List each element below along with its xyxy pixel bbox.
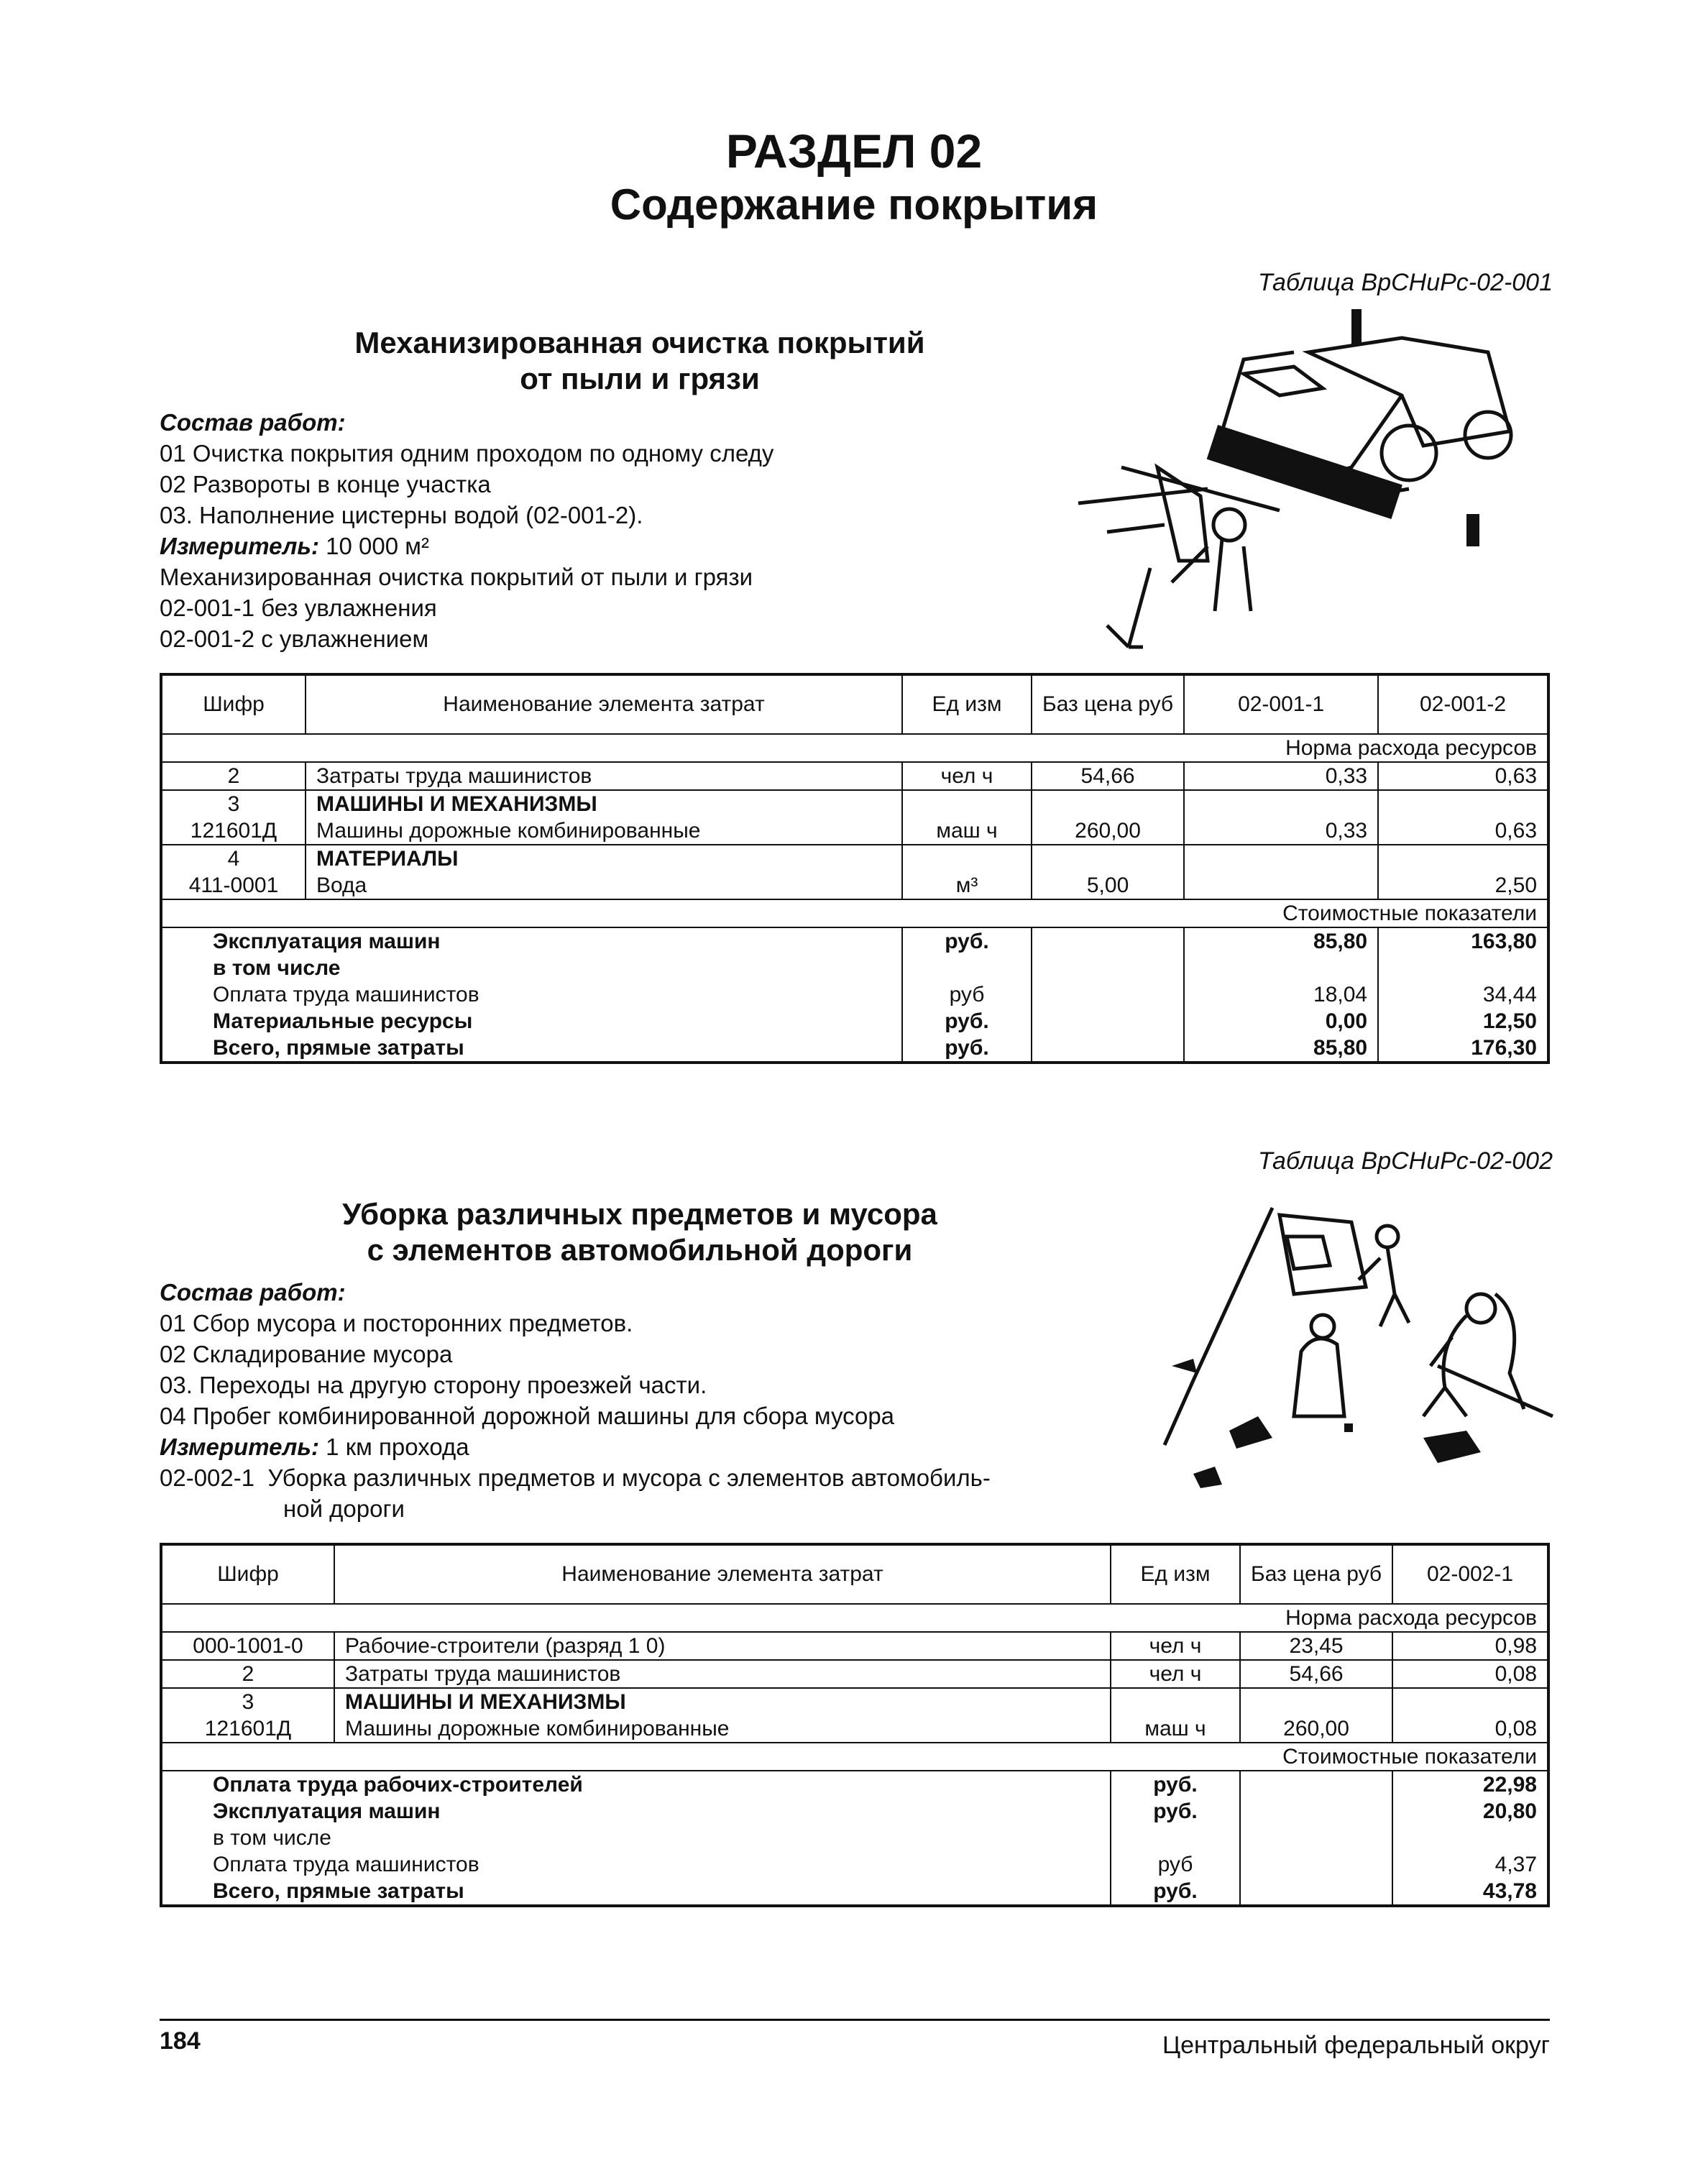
cell-code: 4 [161, 845, 306, 872]
table-title-line: Уборка различных предметов и мусора [342, 1197, 937, 1231]
cell-unit: маш ч [1111, 1715, 1240, 1743]
variant-text: Уборка различных предметов и мусора с элементов автомобиль- [267, 1464, 991, 1491]
cell-value [1378, 790, 1548, 817]
table-row [161, 762, 1548, 790]
cell-unit: маш ч [902, 817, 1032, 845]
variant: 02-001-1 без увлажнения [160, 595, 437, 621]
cost-row [161, 1825, 1548, 1851]
cost-value: 0,00 [1184, 1008, 1378, 1035]
cell-value [1392, 1688, 1548, 1715]
cell-unit: чел ч [1111, 1632, 1240, 1660]
cell-price: 260,00 [1032, 817, 1184, 845]
cell-name: Затраты труда машинистов [306, 762, 902, 790]
cell-price [1240, 1688, 1392, 1715]
cell-price: 260,00 [1240, 1715, 1392, 1743]
cost-value: 163,80 [1378, 927, 1548, 955]
norm-label: Норма расхода ресурсов [161, 1604, 1548, 1632]
cell-name: МАШИНЫ И МЕХАНИЗМЫ [334, 1688, 1111, 1715]
cost-name: Всего, прямые затраты [161, 1035, 902, 1063]
cost-name: Эксплуатация машин [161, 927, 902, 955]
cost-name: в том числе [161, 955, 902, 981]
cell-code: 411-0001 [161, 872, 306, 899]
table-row [161, 790, 1548, 817]
norm-label: Норма расхода ресурсов [161, 734, 1548, 762]
cost-price [1032, 981, 1184, 1008]
table-row [161, 872, 1548, 899]
cost-value: 34,44 [1378, 981, 1548, 1008]
cost-unit: руб. [1111, 1771, 1240, 1798]
cell-code: 2 [161, 762, 306, 790]
cell-value: 2,50 [1378, 872, 1548, 899]
cell-value: 0,08 [1392, 1715, 1548, 1743]
cost-value [1378, 955, 1548, 981]
cost-name: Всего, прямые затраты [161, 1878, 1111, 1906]
table-header-row [161, 1544, 1548, 1604]
cost-row [161, 1878, 1548, 1906]
cell-price: 54,66 [1240, 1660, 1392, 1688]
cost-table [160, 673, 1550, 1064]
cell-code: 2 [161, 1660, 334, 1688]
work-description [160, 1277, 1166, 1524]
cost-name: Оплата труда машинистов [161, 981, 902, 1008]
cell-value [1184, 790, 1378, 817]
section-title: Содержание покрытия [610, 180, 1098, 229]
cost-price [1240, 1798, 1392, 1825]
cost-value: 176,30 [1378, 1035, 1548, 1063]
cell-unit [902, 790, 1032, 817]
work-item: 02 Складирование мусора [160, 1341, 453, 1367]
measure-value: 1 км прохода [326, 1434, 469, 1460]
cost-price [1240, 1825, 1392, 1851]
cell-name: Рабочие-строители (разряд 1 0) [334, 1632, 1111, 1660]
composition-label: Состав работ: [160, 409, 346, 436]
cost-value: 22,98 [1392, 1771, 1548, 1798]
cost-unit: руб. [1111, 1878, 1240, 1906]
work-item: 03. Наполнение цистерны водой (02-001-2). [160, 502, 643, 528]
work-item: 04 Пробег комбинированной дорожной машины для сбора мусора [160, 1403, 895, 1429]
cell-code: 3 [161, 790, 306, 817]
col-code: Шифр [161, 1544, 334, 1604]
cost-row [161, 1771, 1548, 1798]
cost-header [161, 1743, 1548, 1771]
cell-unit: чел ч [1111, 1660, 1240, 1688]
cost-unit: руб [1111, 1851, 1240, 1878]
cost-price [1240, 1851, 1392, 1878]
col-unit: Ед изм [902, 674, 1032, 734]
cell-value: 0,63 [1378, 817, 1548, 845]
table-header-row [161, 674, 1548, 734]
cost-unit: руб. [902, 1008, 1032, 1035]
footer-divider [160, 2019, 1550, 2021]
col-variant: 02-002-1 [1392, 1544, 1548, 1604]
cost-name: Оплата труда машинистов [161, 1851, 1111, 1878]
table-title-line: с элементов автомобильной дороги [367, 1233, 913, 1267]
cost-table [160, 1543, 1550, 1907]
cell-code: 121601Д [161, 817, 306, 845]
col-code: Шифр [161, 674, 306, 734]
cell-name: Машины дорожные комбинированные [306, 817, 902, 845]
cell-price: 23,45 [1240, 1632, 1392, 1660]
cell-unit: м³ [902, 872, 1032, 899]
cost-row [161, 1798, 1548, 1825]
cost-name: Эксплуатация машин [161, 1798, 1111, 1825]
cost-price [1032, 1008, 1184, 1035]
cost-unit: руб. [902, 927, 1032, 955]
cost-row [161, 927, 1548, 955]
work-item: 03. Переходы на другую сторону проезжей части. [160, 1372, 707, 1398]
table-row [161, 1660, 1548, 1688]
work-item: 02 Развороты в конце участка [160, 471, 491, 497]
norm-header [161, 734, 1548, 762]
table-row [161, 1632, 1548, 1660]
table-title [273, 325, 1006, 397]
footer-region: Центральный федеральный округ [1162, 2032, 1550, 2059]
variant-continuation: ной дороги [283, 1495, 405, 1522]
page-number: 184 [160, 2027, 201, 2055]
cost-unit: руб [902, 981, 1032, 1008]
table-row [161, 845, 1548, 872]
col-name: Наименование элемента затрат [334, 1544, 1111, 1604]
col-price: Баз цена руб [1032, 674, 1184, 734]
table-title [244, 1196, 1035, 1268]
cell-value: 0,98 [1392, 1632, 1548, 1660]
cell-value: 0,33 [1184, 762, 1378, 790]
work-item: 01 Сбор мусора и посторонних предметов. [160, 1310, 633, 1336]
cost-label: Стоимостные показатели [161, 899, 1548, 927]
cost-value: 85,80 [1184, 1035, 1378, 1063]
cell-name: МАШИНЫ И МЕХАНИЗМЫ [306, 790, 902, 817]
table-title-line: от пыли и грязи [520, 362, 760, 395]
work-desc: Механизированная очистка покрытий от пыли и грязи [160, 564, 753, 590]
cost-value: 43,78 [1392, 1878, 1548, 1906]
sweeper-illustration [1064, 309, 1567, 669]
cost-value: 20,80 [1392, 1798, 1548, 1825]
cost-name: Оплата труда рабочих-строителей [161, 1771, 1111, 1798]
cell-name: Вода [306, 872, 902, 899]
cost-price [1240, 1771, 1392, 1798]
composition-label: Состав работ: [160, 1279, 346, 1306]
cost-price [1032, 1035, 1184, 1063]
cost-name: в том числе [161, 1825, 1111, 1851]
col-unit: Ед изм [1111, 1544, 1240, 1604]
cost-row [161, 955, 1548, 981]
table-reference: Таблица ВрСНиРс-02-001 [1257, 269, 1553, 296]
col-variant: 02-001-2 [1378, 674, 1548, 734]
norm-header [161, 1604, 1548, 1632]
work-item: 01 Очистка покрытия одним проходом по одному следу [160, 440, 774, 467]
cell-price [1032, 790, 1184, 817]
cell-name: Машины дорожные комбинированные [334, 1715, 1111, 1743]
measure-line [160, 1431, 1166, 1462]
cell-value [1184, 845, 1378, 872]
variant: 02-001-2 с увлажнением [160, 625, 429, 652]
cost-unit [1111, 1825, 1240, 1851]
variant [160, 1462, 1166, 1493]
variant-code: 02-002-1 [160, 1464, 255, 1491]
table-row [161, 1688, 1548, 1715]
cost-row [161, 981, 1548, 1008]
col-price: Баз цена руб [1240, 1544, 1392, 1604]
cell-value: 0,08 [1392, 1660, 1548, 1688]
measure-label: Измеритель: [160, 1434, 319, 1460]
cost-unit: руб. [1111, 1798, 1240, 1825]
col-variant: 02-001-1 [1184, 674, 1378, 734]
cost-row [161, 1008, 1548, 1035]
cost-unit: руб. [902, 1035, 1032, 1063]
measure-value: 10 000 м² [326, 533, 429, 559]
col-name: Наименование элемента затрат [306, 674, 902, 734]
cell-name: МАТЕРИАЛЫ [306, 845, 902, 872]
cell-unit: чел ч [902, 762, 1032, 790]
cost-price [1240, 1878, 1392, 1906]
cell-value [1378, 845, 1548, 872]
work-description [160, 407, 1094, 654]
cell-price: 54,66 [1032, 762, 1184, 790]
table-title-line: Механизированная очистка покрытий [354, 326, 925, 359]
cell-price: 5,00 [1032, 872, 1184, 899]
cell-code: 121601Д [161, 1715, 334, 1743]
cost-unit [902, 955, 1032, 981]
debris-cleanup-illustration [1150, 1201, 1567, 1503]
cell-code: 3 [161, 1688, 334, 1715]
cost-row [161, 1035, 1548, 1063]
cell-name: Затраты труда машинистов [334, 1660, 1111, 1688]
cell-unit [1111, 1688, 1240, 1715]
table-reference: Таблица ВрСНиРс-02-002 [1257, 1147, 1553, 1175]
table-row [161, 1715, 1548, 1743]
cell-value: 0,33 [1184, 817, 1378, 845]
measure-label: Измеритель: [160, 533, 319, 559]
cost-value: 85,80 [1184, 927, 1378, 955]
measure-line [160, 531, 1094, 561]
cost-value: 12,50 [1378, 1008, 1548, 1035]
cell-price [1032, 845, 1184, 872]
cost-label: Стоимостные показатели [161, 1743, 1548, 1771]
cost-value: 18,04 [1184, 981, 1378, 1008]
cell-code: 000-1001-0 [161, 1632, 334, 1660]
cost-name: Материальные ресурсы [161, 1008, 902, 1035]
cost-value [1184, 955, 1378, 981]
cost-value: 4,37 [1392, 1851, 1548, 1878]
cost-row [161, 1851, 1548, 1878]
cost-header [161, 899, 1548, 927]
cell-value [1184, 872, 1378, 899]
cost-price [1032, 927, 1184, 955]
cost-price [1032, 955, 1184, 981]
cell-unit [902, 845, 1032, 872]
cell-value: 0,63 [1378, 762, 1548, 790]
cost-value [1392, 1825, 1548, 1851]
section-number: РАЗДЕЛ 02 [725, 124, 983, 178]
table-row [161, 817, 1548, 845]
